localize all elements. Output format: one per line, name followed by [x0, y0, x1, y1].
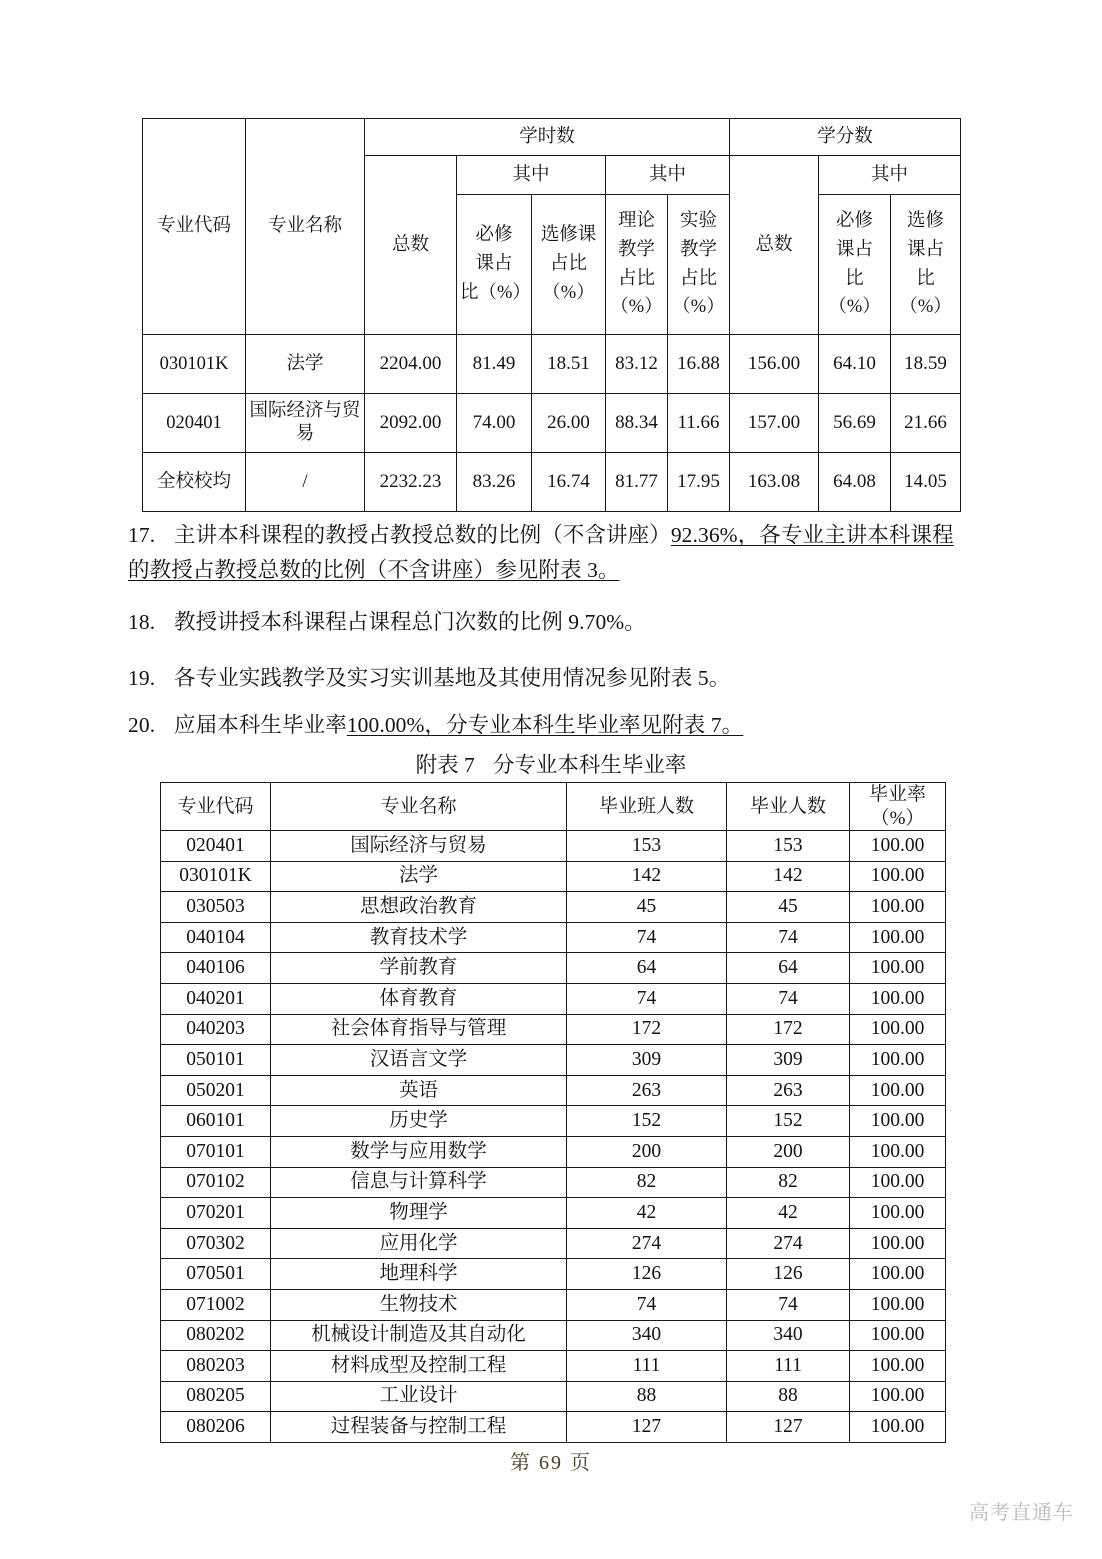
cell-hours-theory-pct: 83.12	[606, 335, 668, 394]
table-header-row-1	[143, 119, 961, 156]
cell-graduates-count: 74	[727, 984, 850, 1015]
cell-graduating-class-count: 309	[567, 1045, 727, 1076]
table-row	[161, 984, 946, 1015]
th-credits-required-pct: 必修 课占 比 （%）	[819, 195, 891, 335]
cell-graduates-count: 74	[727, 922, 850, 953]
table-row	[161, 861, 946, 892]
cell-graduating-class-count: 74	[567, 984, 727, 1015]
th-credits-total: 总数	[730, 156, 819, 335]
cell-graduates-count: 126	[727, 1259, 850, 1290]
cell-major-code: 050201	[161, 1075, 271, 1106]
cell-major-code: 全校校均	[143, 453, 246, 512]
cell-graduation-rate: 100.00	[850, 1290, 946, 1321]
cell-major-name: 国际经济与贸易	[246, 394, 365, 453]
table-row	[161, 1014, 946, 1045]
cell-major-name: 过程装备与控制工程	[271, 1412, 567, 1443]
cell-graduation-rate: 100.00	[850, 1351, 946, 1382]
th-graduating-class-count: 毕业班人数	[567, 783, 727, 831]
th-among-hours-theory-lab: 其中	[606, 156, 730, 195]
cell-major-code: 080205	[161, 1381, 271, 1412]
cell-graduation-rate: 100.00	[850, 1045, 946, 1076]
cell-major-code: 071002	[161, 1290, 271, 1321]
cell-graduates-count: 152	[727, 1106, 850, 1137]
cell-graduating-class-count: 152	[567, 1106, 727, 1137]
cell-major-name: 汉语言文学	[271, 1045, 567, 1076]
cell-hours-theory-pct: 81.77	[606, 453, 668, 512]
cell-major-code: 070101	[161, 1137, 271, 1168]
table-row	[143, 394, 961, 453]
cell-graduating-class-count: 172	[567, 1014, 727, 1045]
paragraph-18-index: 18.	[128, 610, 156, 634]
graduation-rate-table-body	[161, 831, 946, 1443]
cell-graduates-count: 88	[727, 1381, 850, 1412]
table2-title-text: 分专业本科生毕业率	[492, 753, 687, 777]
cell-graduates-count: 127	[727, 1412, 850, 1443]
cell-major-code: 080206	[161, 1412, 271, 1443]
cell-hours-required-pct: 74.00	[457, 394, 532, 453]
cell-graduates-count: 142	[727, 861, 850, 892]
cell-hours-lab-pct: 11.66	[668, 394, 730, 453]
th-hours-required-pct: 必修 课占 比（%）	[457, 195, 532, 335]
table-row	[161, 1167, 946, 1198]
cell-graduation-rate: 100.00	[850, 892, 946, 923]
cell-graduation-rate: 100.00	[850, 1137, 946, 1168]
paragraph-20-text-plain: 应届本科生毕业率	[174, 713, 347, 737]
page-number-footer: 第 69 页	[510, 1452, 592, 1474]
cell-hours-elective-pct: 16.74	[532, 453, 606, 512]
cell-major-name: 历史学	[271, 1106, 567, 1137]
cell-major-name: 信息与计算科学	[271, 1167, 567, 1198]
cell-graduating-class-count: 126	[567, 1259, 727, 1290]
cell-major-name: 社会体育指导与管理	[271, 1014, 567, 1045]
cell-graduating-class-count: 82	[567, 1167, 727, 1198]
cell-major-code: 070102	[161, 1167, 271, 1198]
table-row	[161, 1381, 946, 1412]
th-major-code: 专业代码	[143, 119, 246, 335]
graduation-rate-table-title	[142, 748, 960, 779]
table-row	[161, 892, 946, 923]
cell-graduates-count: 263	[727, 1075, 850, 1106]
table-row	[161, 1228, 946, 1259]
cell-graduates-count: 172	[727, 1014, 850, 1045]
cell-graduating-class-count: 200	[567, 1137, 727, 1168]
cell-credits-elective-pct: 21.66	[891, 394, 961, 453]
paragraph-17-line2: 的教授占教授总数的比例（不含讲座）参见附表 3。	[128, 557, 620, 582]
th-hours-elective-pct: 选修课 占比 （%）	[532, 195, 606, 335]
cell-major-name: 英语	[271, 1075, 567, 1106]
cell-graduation-rate: 100.00	[850, 984, 946, 1015]
cell-major-code: 020401	[143, 394, 246, 453]
cell-graduates-count: 82	[727, 1167, 850, 1198]
cell-major-code: 070501	[161, 1259, 271, 1290]
watermark-label: 高考直通车	[969, 1500, 1074, 1524]
cell-hours-total: 2232.23	[365, 453, 457, 512]
cell-graduating-class-count: 274	[567, 1228, 727, 1259]
cell-graduation-rate: 100.00	[850, 1228, 946, 1259]
table-row	[143, 453, 961, 512]
cell-graduating-class-count: 142	[567, 861, 727, 892]
cell-graduates-count: 340	[727, 1320, 850, 1351]
paragraph-17	[128, 518, 988, 588]
cell-graduating-class-count: 64	[567, 953, 727, 984]
cell-graduates-count: 309	[727, 1045, 850, 1076]
cell-major-code: 070201	[161, 1198, 271, 1229]
cell-credits-required-pct: 64.10	[819, 335, 891, 394]
cell-major-name: 机械设计制造及其自动化	[271, 1320, 567, 1351]
credit-hours-table	[142, 118, 961, 512]
cell-credits-elective-pct: 14.05	[891, 453, 961, 512]
cell-graduation-rate: 100.00	[850, 1259, 946, 1290]
cell-major-name: 材料成型及控制工程	[271, 1351, 567, 1382]
cell-hours-lab-pct: 17.95	[668, 453, 730, 512]
cell-graduation-rate: 100.00	[850, 1198, 946, 1229]
paragraph-20-text-underlined: 100.00%，分专业本科生毕业率见附表 7。	[346, 713, 744, 737]
table-row	[143, 335, 961, 394]
cell-graduation-rate: 100.00	[850, 1320, 946, 1351]
cell-graduation-rate: 100.00	[850, 1381, 946, 1412]
cell-hours-elective-pct: 18.51	[532, 335, 606, 394]
table-row	[161, 1351, 946, 1382]
cell-major-code: 080202	[161, 1320, 271, 1351]
cell-graduation-rate: 100.00	[850, 1014, 946, 1045]
cell-graduation-rate: 100.00	[850, 953, 946, 984]
cell-major-name: 法学	[271, 861, 567, 892]
table-row	[161, 1198, 946, 1229]
cell-hours-theory-pct: 88.34	[606, 394, 668, 453]
cell-graduating-class-count: 340	[567, 1320, 727, 1351]
cell-major-name: 地理科学	[271, 1259, 567, 1290]
cell-graduation-rate: 100.00	[850, 1106, 946, 1137]
cell-graduating-class-count: 88	[567, 1381, 727, 1412]
cell-major-code: 030503	[161, 892, 271, 923]
cell-major-name: 法学	[246, 335, 365, 394]
th-group-hours: 学时数	[365, 119, 730, 156]
cell-graduation-rate: 100.00	[850, 831, 946, 862]
cell-major-code: 030101K	[161, 861, 271, 892]
paragraph-18-text: 教授讲授本科课程占课程总门次数的比例 9.70%。	[174, 610, 646, 634]
paragraph-17-text-plain: 主讲本科课程的教授占教授总数的比例（不含讲座）	[174, 523, 671, 547]
table-row	[161, 1137, 946, 1168]
th-major-name: 专业名称	[271, 783, 567, 831]
credit-hours-table-container	[142, 118, 960, 512]
cell-major-name: 生物技术	[271, 1290, 567, 1321]
cell-major-code: 040201	[161, 984, 271, 1015]
table-header-row	[161, 783, 946, 831]
table-row	[161, 1106, 946, 1137]
cell-graduating-class-count: 45	[567, 892, 727, 923]
paragraph-20	[128, 708, 988, 743]
cell-graduating-class-count: 153	[567, 831, 727, 862]
cell-graduating-class-count: 74	[567, 1290, 727, 1321]
table-row	[161, 922, 946, 953]
paragraph-19-text: 各专业实践教学及实习实训基地及其使用情况参见附表 5。	[174, 666, 731, 690]
paragraph-17-index: 17.	[128, 523, 156, 547]
cell-major-code: 050101	[161, 1045, 271, 1076]
cell-graduates-count: 153	[727, 831, 850, 862]
table-row	[161, 1045, 946, 1076]
cell-major-code: 080203	[161, 1351, 271, 1382]
cell-graduation-rate: 100.00	[850, 1167, 946, 1198]
table-row	[161, 1290, 946, 1321]
cell-graduation-rate: 100.00	[850, 1412, 946, 1443]
th-hours-total: 总数	[365, 156, 457, 335]
table2-title-label: 附表 7	[415, 753, 475, 777]
cell-hours-required-pct: 83.26	[457, 453, 532, 512]
cell-major-name: 数学与应用数学	[271, 1137, 567, 1168]
cell-major-name: 学前教育	[271, 953, 567, 984]
cell-major-code: 040203	[161, 1014, 271, 1045]
cell-major-code: 070302	[161, 1228, 271, 1259]
cell-credits-total: 163.08	[730, 453, 819, 512]
paragraph-19-index: 19.	[128, 666, 156, 690]
paragraph-20-index: 20.	[128, 713, 156, 737]
cell-major-name: 思想政治教育	[271, 892, 567, 923]
graduation-rate-table-container	[160, 782, 945, 1443]
th-among-credits: 其中	[819, 156, 961, 195]
th-credits-elective-pct: 选修 课占 比 （%）	[891, 195, 961, 335]
cell-major-name: /	[246, 453, 365, 512]
cell-credits-total: 156.00	[730, 335, 819, 394]
cell-major-name: 国际经济与贸易	[271, 831, 567, 862]
graduation-rate-table	[160, 782, 946, 1443]
table-row	[161, 1320, 946, 1351]
th-hours-theory-pct: 理论 教学 占比 （%）	[606, 195, 668, 335]
cell-graduating-class-count: 263	[567, 1075, 727, 1106]
cell-graduates-count: 42	[727, 1198, 850, 1229]
cell-credits-required-pct: 64.08	[819, 453, 891, 512]
cell-hours-total: 2204.00	[365, 335, 457, 394]
th-group-credits: 学分数	[730, 119, 961, 156]
cell-major-code: 020401	[161, 831, 271, 862]
cell-graduates-count: 45	[727, 892, 850, 923]
cell-major-name: 教育技术学	[271, 922, 567, 953]
cell-graduating-class-count: 42	[567, 1198, 727, 1229]
cell-graduating-class-count: 74	[567, 922, 727, 953]
cell-graduation-rate: 100.00	[850, 922, 946, 953]
cell-credits-required-pct: 56.69	[819, 394, 891, 453]
cell-graduates-count: 64	[727, 953, 850, 984]
cell-hours-total: 2092.00	[365, 394, 457, 453]
cell-hours-lab-pct: 16.88	[668, 335, 730, 394]
th-hours-lab-pct: 实验 教学 占比 （%）	[668, 195, 730, 335]
cell-major-code: 040106	[161, 953, 271, 984]
cell-hours-required-pct: 81.49	[457, 335, 532, 394]
paragraph-18	[128, 605, 988, 640]
table-row	[161, 1259, 946, 1290]
cell-major-name: 体育教育	[271, 984, 567, 1015]
cell-graduation-rate: 100.00	[850, 1075, 946, 1106]
table-row	[161, 953, 946, 984]
table-row	[161, 1412, 946, 1443]
th-graduation-rate: 毕业率（%）	[850, 783, 946, 831]
table-row	[161, 1075, 946, 1106]
paragraph-17-text-underlined: 92.36%，各专业主讲本科课程	[670, 523, 954, 547]
cell-graduates-count: 274	[727, 1228, 850, 1259]
cell-major-code: 060101	[161, 1106, 271, 1137]
table-row	[161, 831, 946, 862]
cell-graduates-count: 74	[727, 1290, 850, 1321]
cell-major-code: 030101K	[143, 335, 246, 394]
cell-credits-total: 157.00	[730, 394, 819, 453]
cell-graduation-rate: 100.00	[850, 861, 946, 892]
cell-credits-elective-pct: 18.59	[891, 335, 961, 394]
cell-graduates-count: 111	[727, 1351, 850, 1382]
cell-major-name: 应用化学	[271, 1228, 567, 1259]
cell-hours-elective-pct: 26.00	[532, 394, 606, 453]
th-among-hours-req-elec: 其中	[457, 156, 606, 195]
th-graduates-count: 毕业人数	[727, 783, 850, 831]
cell-graduates-count: 200	[727, 1137, 850, 1168]
th-major-name: 专业名称	[246, 119, 365, 335]
cell-graduating-class-count: 111	[567, 1351, 727, 1382]
cell-major-code: 040104	[161, 922, 271, 953]
cell-graduating-class-count: 127	[567, 1412, 727, 1443]
th-major-code: 专业代码	[161, 783, 271, 831]
cell-major-name: 工业设计	[271, 1381, 567, 1412]
paragraph-19	[128, 661, 988, 696]
cell-major-name: 物理学	[271, 1198, 567, 1229]
